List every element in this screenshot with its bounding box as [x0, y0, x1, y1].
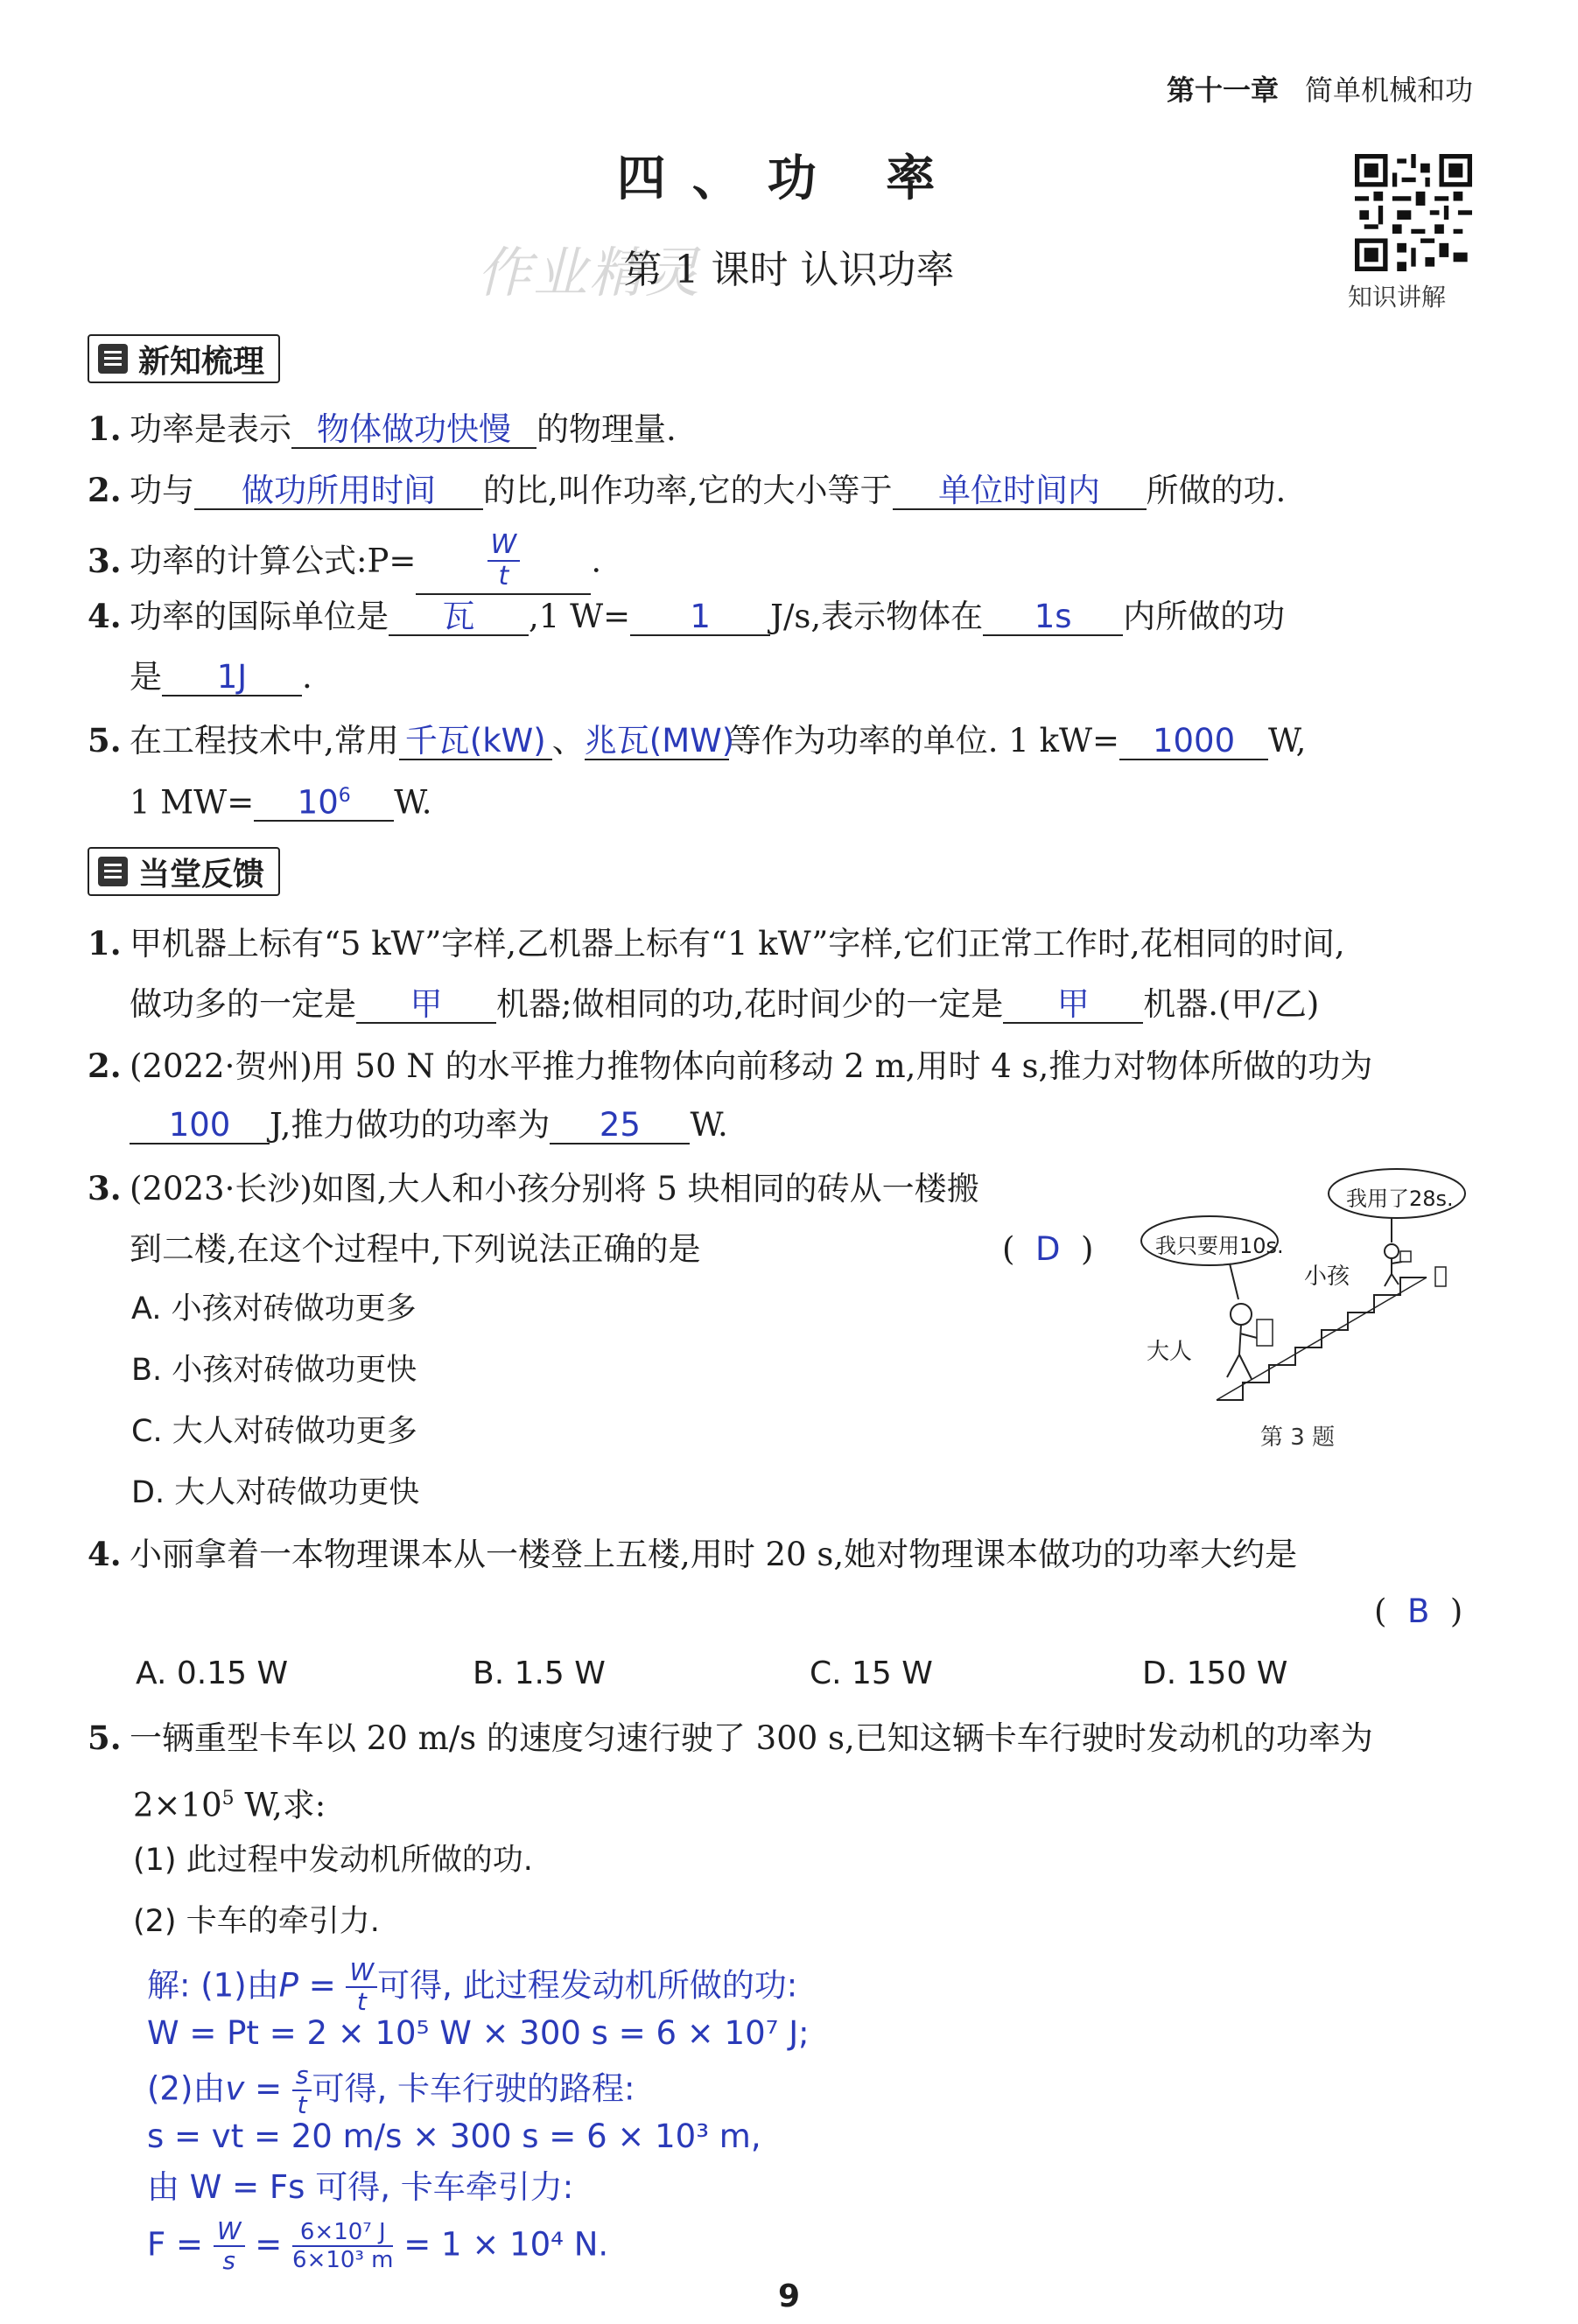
option-d: D. 大人对砖做功更快 [131, 1475, 420, 1510]
question-number: 2. [88, 1046, 122, 1085]
question-number: 2. [88, 471, 122, 509]
question-text: 所做的功. [1146, 472, 1287, 509]
lesson-title: 四、功 率 [616, 150, 962, 207]
answer-fraction [487, 529, 521, 592]
question-number: 5. [88, 721, 122, 760]
book-icon [98, 344, 128, 374]
section-title: 新知梳理 [138, 343, 265, 380]
answer-base: 10 [297, 783, 339, 822]
feedback-q1-line2 [130, 984, 1319, 1026]
solution-text: = [255, 2225, 283, 2264]
section-feedback [88, 847, 280, 896]
watermark: 作业精灵 [477, 241, 702, 304]
answer-blank: 1 [630, 599, 770, 636]
fraction-denominator: 6×10³ m [292, 2247, 394, 2273]
question-number: 1. [88, 924, 122, 962]
feedback-q2 [88, 1045, 1372, 1088]
question-text: 、 [551, 722, 585, 760]
question-number: 4. [88, 1535, 122, 1573]
pencil-icon [98, 857, 128, 886]
feedback-q1 [88, 922, 1345, 965]
label-adult: 大人 [1147, 1339, 1193, 1365]
question-text: 功率的计算公式:P= [130, 542, 417, 580]
question-text: W,求: [234, 1786, 326, 1824]
solution-line-4: s = vt = 20 m/s × 300 s = 6 × 10³ m, [147, 2118, 761, 2155]
answer-blank: 千瓦(kW) [399, 724, 552, 760]
solution-text: F = [147, 2225, 204, 2264]
choice-answer: D [1034, 1230, 1061, 1268]
knowledge-q1 [88, 408, 677, 451]
question-text: W, [1268, 722, 1307, 760]
question-text: (2022·贺州)用 50 N 的水平推力推物体向前移动 2 m,用时 4 s,推力对物体所做的功为 [130, 1047, 1373, 1085]
answer-paren: ( B ) [1374, 1592, 1463, 1630]
feedback-q2-line2 [130, 1104, 728, 1146]
question-text: 是 [130, 658, 162, 696]
answer-blank [254, 779, 394, 822]
question-text: J/s,表示物体在 [770, 598, 984, 635]
question-text: ,1 W= [529, 598, 631, 635]
fraction-p [346, 1957, 377, 2016]
knowledge-q4-line2 [130, 656, 312, 698]
answer-blank [416, 529, 591, 595]
solution-line-3: (2)由v = $\frac{s}{t}$ 可得, 卡车行驶的路程: [147, 2061, 635, 2119]
option-a: A. 小孩对砖做功更多 [131, 1292, 417, 1326]
fraction-denominator: s [222, 2246, 235, 2275]
feedback-q3-line2 [130, 1228, 701, 1270]
question-text: . [591, 542, 602, 580]
question-text: W. [394, 783, 432, 822]
section-new-knowledge [88, 334, 280, 383]
option-b: B. 1.5 W [473, 1656, 606, 1691]
solution-text: (2)由 [147, 2069, 226, 2108]
question-text: 1 MW= [130, 783, 255, 822]
fraction-f [214, 2216, 245, 2275]
knowledge-q4 [88, 595, 1285, 638]
solution-line-2: W = Pt = 2 × 10⁵ W × 300 s = 6 × 10⁷ J; [147, 2014, 810, 2052]
fraction-denominator: t [498, 561, 509, 592]
solution-text: 可得, 卡车行驶的路程: [312, 2069, 635, 2108]
solution-line-1: 解: (1)由P = $\frac{W}{t}$ 可得, 此过程发动机所做的功: [147, 1957, 798, 2016]
answer-blank: 1000 [1119, 724, 1268, 760]
answer-blank: 25 [550, 1108, 690, 1144]
option-d: D. 150 W [1142, 1656, 1288, 1691]
question-number: 3. [88, 1169, 122, 1208]
answer-blank: 甲 [356, 987, 496, 1024]
figure-stairs [1129, 1164, 1497, 1452]
bubble-adult: 我只要用10s. [1155, 1234, 1284, 1258]
question-text: 2×10 [133, 1786, 222, 1824]
feedback-q3 [88, 1167, 979, 1210]
solution-text: 可得, 此过程发动机所做的功: [377, 1966, 798, 2005]
question-number: 5. [88, 1718, 122, 1757]
question-text: 在工程技术中,常用 [130, 722, 399, 760]
answer-paren: ( D ) [1002, 1230, 1094, 1268]
answer-blank: 瓦 [389, 599, 529, 636]
solution-line-6 [147, 2216, 609, 2275]
fraction-values [292, 2221, 393, 2272]
knowledge-q5 [88, 719, 1306, 762]
page-number: 9 [777, 2278, 801, 2314]
question-text: 一辆重型卡车以 20 m/s 的速度匀速行驶了 300 s,已知这辆卡车行驶时发动机的功率为 [130, 1719, 1373, 1757]
question-number: 1. [88, 410, 122, 448]
solution-line-5: 由 W = Fs 可得, 卡车牵引力: [147, 2168, 574, 2206]
chapter-header [1167, 68, 1473, 108]
answer-blank: 100 [130, 1108, 270, 1144]
question-text: J,推力做功的功率为 [270, 1106, 551, 1144]
option-a: A. 0.15 W [136, 1656, 289, 1691]
answer-blank: 物体做功快慢 [291, 412, 537, 449]
section-title: 当堂反馈 [138, 856, 265, 892]
qr-code-icon[interactable] [1355, 154, 1472, 271]
question-text: 功与 [130, 472, 194, 509]
fraction-numerator: 6×10⁷ J [292, 2221, 393, 2247]
answer-blank: 单位时间内 [893, 473, 1147, 510]
question-text: 到二楼,在这个过程中,下列说法正确的是 [130, 1230, 701, 1268]
answer-blank: 兆瓦(MW) [584, 722, 735, 760]
question-number: 3. [88, 541, 122, 580]
knowledge-q5-line2 [130, 779, 432, 823]
chapter-number: 第十一章 [1166, 74, 1279, 107]
choice-answer: B [1406, 1592, 1430, 1630]
question-text: 机器;做相同的功,花时间少的一定是 [496, 985, 1004, 1023]
knowledge-q2 [88, 469, 1286, 512]
question-text: W. [690, 1106, 728, 1144]
fraction-numerator: W [487, 532, 521, 562]
fraction-denominator: t [297, 2090, 307, 2119]
qr-label: 知识讲解 [1348, 283, 1447, 312]
question-text: 功率的国际单位是 [130, 598, 389, 635]
sub-question-1: (1) 此过程中发动机所做的功. [133, 1843, 533, 1878]
fraction-v [292, 2063, 312, 2118]
fraction-numerator: s [292, 2063, 312, 2091]
question-text: (2023·长沙)如图,大人和小孩分别将 5 块相同的砖从一楼搬 [130, 1170, 979, 1208]
question-text: 小丽拿着一本物理课本从一楼登上五楼,用时 20 s,她对物理课本做功的功率大约是 [130, 1536, 1298, 1573]
knowledge-q3 [88, 529, 602, 595]
question-text: 的物理量. [537, 410, 677, 448]
exponent: 5 [221, 1788, 235, 1810]
feedback-q4 [88, 1533, 1297, 1576]
solution-text: 解: (1)由 [147, 1966, 279, 2005]
fraction-denominator: t [356, 1987, 367, 2016]
feedback-q5-line2 [133, 1778, 326, 1826]
question-text: 等作为功率的单位. 1 kW= [728, 722, 1120, 760]
option-b: B. 小孩对砖做功更快 [131, 1353, 417, 1388]
answer-blank: 1J [162, 660, 302, 696]
bubble-child: 我用了28s. [1346, 1186, 1454, 1211]
label-child: 小孩 [1304, 1264, 1350, 1290]
answer-blank: 做功所用时间 [194, 473, 483, 510]
feedback-q5 [88, 1717, 1373, 1760]
answer-exponent: 6 [338, 785, 351, 807]
question-text: 做功多的一定是 [130, 985, 356, 1023]
fraction-numerator: W [346, 1960, 377, 1988]
sub-question-2: (2) 卡车的牵引力. [133, 1904, 380, 1939]
chapter-title: 简单机械和功 [1304, 74, 1473, 107]
question-text: 内所做的功 [1123, 598, 1286, 635]
option-c: C. 15 W [810, 1656, 933, 1691]
answer-blank: 甲 [1003, 987, 1143, 1024]
question-text: 功率是表示 [130, 410, 291, 448]
question-text: 机器.(甲/乙) [1143, 985, 1320, 1023]
fraction-numerator: W [214, 2219, 245, 2247]
lesson-subtitle: 第 1 课时 认识功率 [623, 248, 955, 292]
question-text: 甲机器上标有“5 kW”字样,乙机器上标有“1 kW”字样,它们正常工作时,花相同的时间, [130, 925, 1345, 962]
solution-text: = 1 × 10⁴ N. [403, 2225, 609, 2264]
option-c: C. 大人对砖做功更多 [131, 1414, 417, 1449]
figure-caption: 第 3 题 [1260, 1424, 1336, 1451]
question-text: . [302, 658, 312, 696]
question-number: 4. [88, 597, 122, 635]
question-text: 的比,叫作功率,它的大小等于 [483, 472, 893, 509]
answer-blank: 1s [983, 599, 1123, 636]
